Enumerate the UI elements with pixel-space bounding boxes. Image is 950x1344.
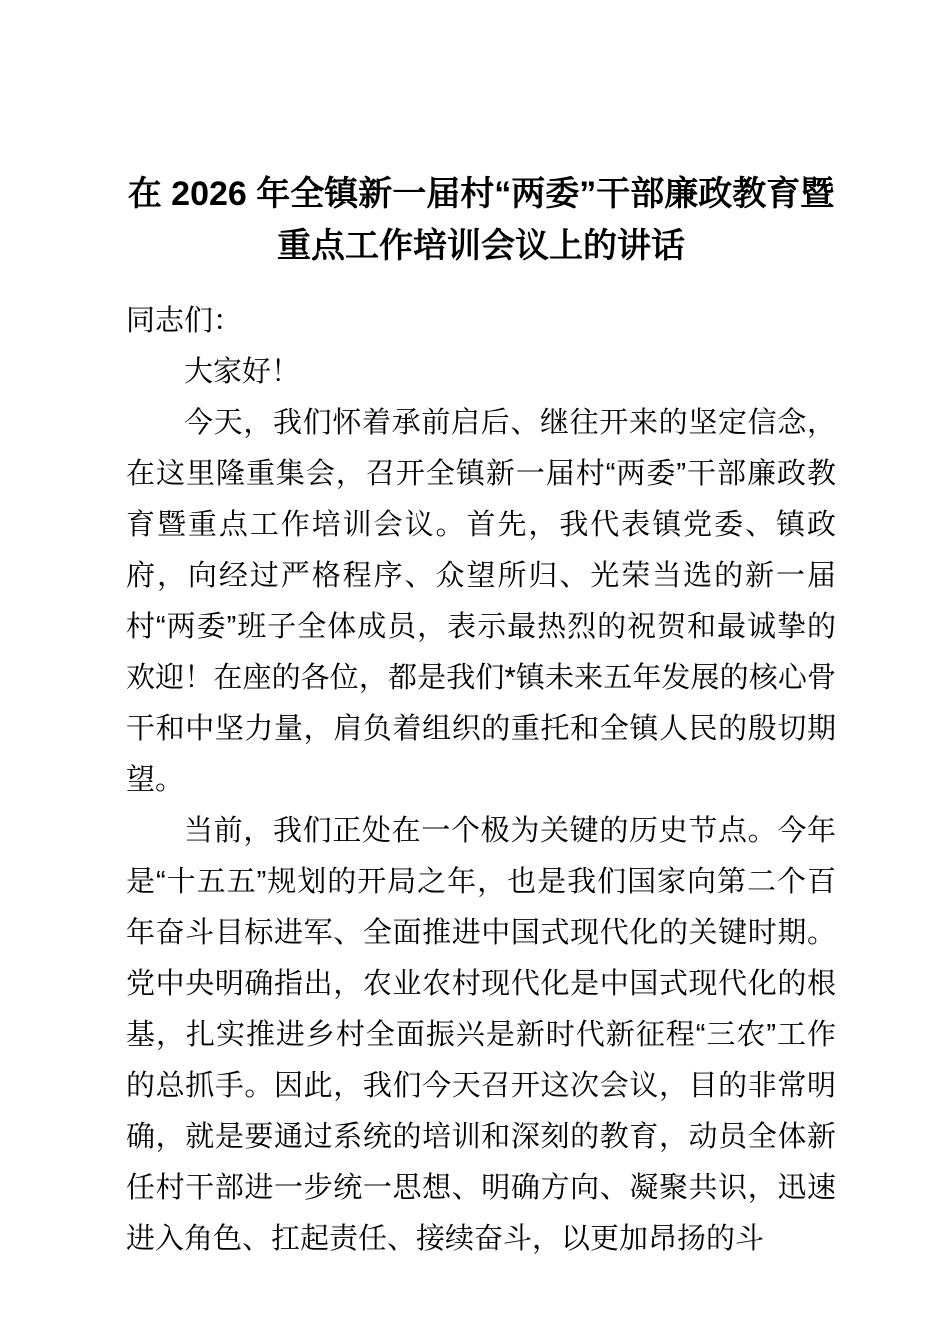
- paragraph-opening: 今天，我们怀着承前启后、继往开来的坚定信念，在这里隆重集会，召开全镇新一届村“两委”干部廉政教育暨重点工作培训会议。首先，我代表镇党委、镇政府，向经过严格程序、众望所归、光荣当选的新一届村“两委”班子全体成员，表示最热烈的祝贺和最诚挚的欢迎！在座的各位，都是我们*镇未来五年发展的核心骨干和中坚力量，肩负着组织的重托和全镇人民的殷切期望。: [126, 407, 836, 796]
- paragraph-greeting: 大家好！: [184, 356, 301, 388]
- document-body: [126, 168, 836, 1265]
- paragraph-context: 当前，我们正处在一个极为关键的历史节点。今年是“十五五”规划的开局之年，也是我们国家向第二个百年奋斗目标进军、全面推进中国式现代化的关键时期。党中央明确指出，农业农村现代化是中国式现代化的根基，扎实推进乡村全面振兴是新时代新征程“三农”工作的总抓手。因此，我们今天召开这次会议，目的非常明确，就是要通过系统的培训和深刻的教育，动员全体新任村干部进一步统一思想、明确方向、凝聚共识，迅速进入角色、扛起责任、接续奋斗，以更加昂扬的斗: [126, 815, 836, 1255]
- document-title: 在 2026 年全镇新一届村“两委”干部廉政教育暨重点工作培训会议上的讲话: [127, 175, 835, 265]
- paragraph-salutation: 同志们：: [126, 305, 243, 337]
